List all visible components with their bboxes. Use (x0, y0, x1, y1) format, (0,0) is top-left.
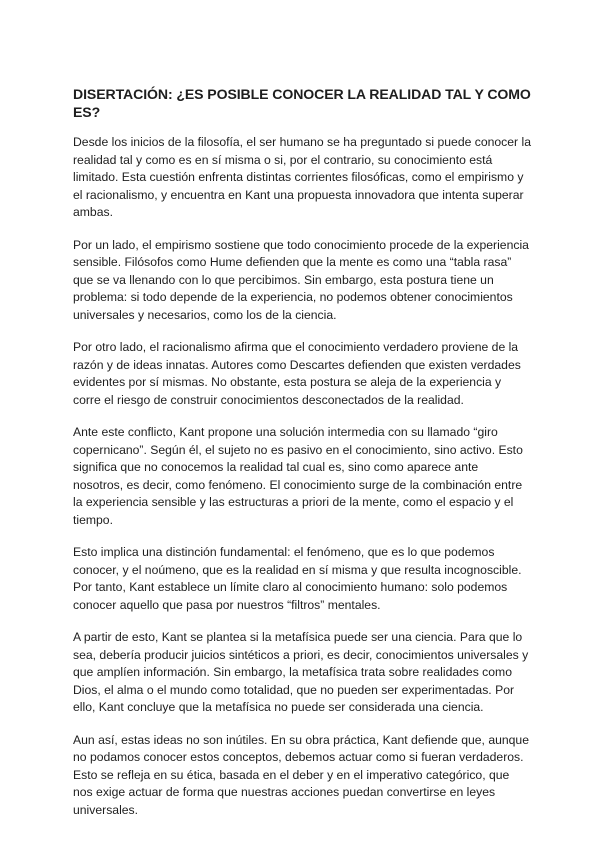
paragraph-introduction: Desde los inicios de la filosofía, el ser humano se ha preguntado si puede conocer la realidad tal y como es en sí misma o si, por el contrario, su conocimiento está limitado. Esta cuestión enfrenta distintas corrientes filosóficas, como el empirismo y el racionalismo, y encuentra en Kant una propuesta innovadora que intenta superar ambas. (73, 135, 531, 219)
paragraph-rationalism: Por otro lado, el racionalismo afirma que el conocimiento verdadero proviene de la razón y de ideas innatas. Autores como Descartes defienden que existen verdades evidentes por sí mismas. No obstante, esta postura se aleja de la experiencia y corre el riesgo de construir conocimientos desconectados de la realidad. (73, 340, 521, 407)
paragraph-conclusion: Aun así, estas ideas no son inútiles. En su obra práctica, Kant defiende que, aunque no podamos conocer estos conceptos, debemos actuar como si fueran verdaderos. Esto se refleja en su ética, basada en el deber y en el imperativo categórico, que nos exige actuar de forma que nuestras acciones puedan convertirse en leyes universales. (73, 732, 529, 817)
paragraph-empiricism: Por un lado, el empirismo sostiene que todo conocimiento procede de la experiencia sensible. Filósofos como Hume defienden que la mente es como una “tabla rasa” que se va llenando con lo que percibimos. Sin embargo, esta postura tiene un problema: si todo depende de la experiencia, no podemos obtener conocimientos universales y necesarios, como los de la ciencia. (73, 237, 529, 322)
paragraph-copernican-turn: Ante este conflicto, Kant propone una solución intermedia con su llamado “giro copernicano”. Según él, el sujeto no es pasivo en el conocimiento, sino activo. Esto significa que no conocemos la realidad tal cual es, sino como aparece ante nosotros, es decir, como fenómeno. El conocimiento surge de la combinación entre la experiencia sensible y las estructuras a priori de la mente, como el espacio y el tiempo. (73, 425, 523, 527)
document-title: DISERTACIÓN: ¿ES POSIBLE CONOCER LA REALIDAD TAL Y COMO ES? (73, 86, 531, 120)
paragraph-metaphysics: A partir de esto, Kant se plantea si la metafísica puede ser una ciencia. Para que lo sea, debería producir juicios sintéticos a priori, es decir, conocimientos universales y que amplíen información. Sin embargo, la metafísica trata sobre realidades como Dios, el alma o el mundo como totalidad, que no pueden ser experimentadas. Por ello, Kant concluye que la metafísica no puede ser considerada una ciencia. (73, 630, 529, 714)
paragraph-phenomenon-noumenon: Esto implica una distinción fundamental: el fenómeno, que es lo que podemos conocer, y el noúmeno, que es la realidad en sí misma y que resulta incognoscible. Por tanto, Kant establece un límite claro al conocimiento humano: solo podemos conocer aquello que pasa por nuestros “filtros” mentales. (73, 545, 522, 612)
document-body (73, 85, 531, 834)
